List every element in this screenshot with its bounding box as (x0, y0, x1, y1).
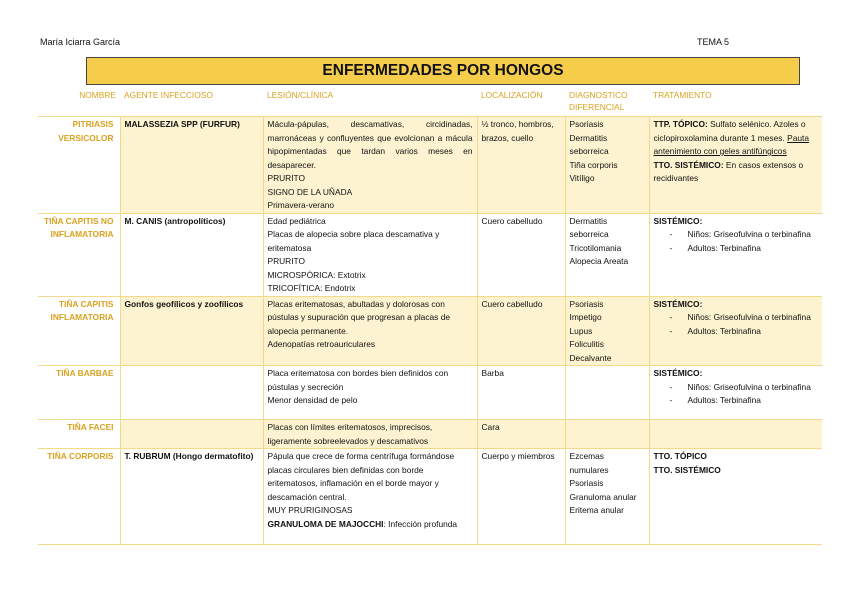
table-row (38, 449, 822, 545)
topic-label: TEMA 5 (697, 37, 730, 47)
location: Cuero cabelludo (477, 213, 565, 296)
location: Barba (477, 366, 565, 420)
differential-diagnosis: Ezcemas numulares Psoriasis Granuloma anular Eritema anular (565, 449, 649, 545)
fungal-diseases-table (38, 88, 822, 545)
treatment: TTO. TÓPICO TTO. SISTÉMICO (649, 449, 822, 545)
lesion-clinic: Placas con límites eritematosos, imprecisos, ligeramente sobreelevados y descamativos (263, 420, 477, 449)
lesion-clinic: Edad pediátrica Placas de alopecia sobre placa descamativa y eritematosa PRURITO MICROSPÓRICA: Extotrix TRICOFÍTICA: Endotrix (263, 213, 477, 296)
disease-name: TIÑA BARBAE (38, 366, 120, 420)
disease-name: PITRIASIS VERSICOLOR (38, 117, 120, 214)
column-header: TRATAMIENTO (649, 88, 822, 117)
disease-name: TIÑA CAPITIS INFLAMATORIA (38, 296, 120, 366)
lesion-clinic: Placas eritematosas, abultadas y dolorosas con pústulas y supuración que progresan a placas de alopecia permanente. Adenopatías retroauriculares (263, 296, 477, 366)
location: Cuerpo y miembros (477, 449, 565, 545)
disease-name: TIÑA CORPORIS (38, 449, 120, 545)
table-row (38, 213, 822, 296)
differential-diagnosis: Psoriasis Dermatitis seborreica Tiña corporis Vitíligo (565, 117, 649, 214)
infectious-agent: MALASSEZIA SPP (FURFUR) (120, 117, 263, 214)
author-name: María Iciarra García (40, 37, 121, 47)
treatment: SISTÉMICO: - Niños: Griseofulvina o terbinafina - Adultos: Terbinafina (649, 296, 822, 366)
infectious-agent (120, 420, 263, 449)
infectious-agent (120, 366, 263, 420)
table-header-row (38, 88, 822, 117)
table-row (38, 117, 822, 214)
infectious-agent: M. CANIS (antropolíticos) (120, 213, 263, 296)
lesion-clinic: Placa eritematosa con bordes bien definidos con pústulas y secreción Menor densidad de pelo (263, 366, 477, 420)
table-row (38, 366, 822, 420)
treatment (649, 420, 822, 449)
differential-diagnosis (565, 366, 649, 420)
page-title: ENFERMEDADES POR HONGOS (86, 57, 800, 85)
lesion-clinic: Mácula-pápulas, descamativas, circidinadas, marronáceas y confluyentes que evolcionan a mácula hipopimentadas que tardan varios meses en desaparecer. PRURITO SIGNO DE LA UÑADA Primavera-verano (263, 117, 477, 214)
treatment: SISTÉMICO: - Niños: Griseofulvina o terbinafina - Adultos: Terbinafina (649, 213, 822, 296)
location: ½ tronco, hombros, brazos, cuello (477, 117, 565, 214)
location: Cuero cabelludo (477, 296, 565, 366)
infectious-agent: T. RUBRUM (Hongo dermatofito) (120, 449, 263, 545)
location: Cara (477, 420, 565, 449)
disease-name: TIÑA CAPITIS NO INFLAMATORIA (38, 213, 120, 296)
table-row (38, 296, 822, 366)
lesion-clinic: Pápula que crece de forma centrífuga formándose placas circulares bien definidas con borde eritematosos, inflamación en el borde mayor y descamación central. MUY PRURIGINOSAS GRANULOMA DE MAJOCCHI: Infección profunda (263, 449, 477, 545)
column-header: LESIÓN/CLÍNICA (263, 88, 477, 117)
differential-diagnosis (565, 420, 649, 449)
treatment: SISTÉMICO: - Niños: Griseofulvina o terbinafina - Adultos: Terbinafina (649, 366, 822, 420)
disease-name: TIÑA FACEI (38, 420, 120, 449)
table-row (38, 420, 822, 449)
differential-diagnosis: Dermatitis seborreica Tricotilomania Alopecia Areata (565, 213, 649, 296)
infectious-agent: Gonfos geofílicos y zoofílicos (120, 296, 263, 366)
column-header: DIAGNOSTICO DIFERENCIAL (565, 88, 649, 117)
treatment: TTP. TÓPICO: Sulfato selénico. Azoles o ciclopiroxolamina durante 1 meses. Pauta antenimiento con geles antifúngicos TTO. SISTÉMICO: En casos extensos o recidivantes (649, 117, 822, 214)
column-header: LOCALIZACIÓN (477, 88, 565, 117)
column-header: NOMBRE (38, 88, 120, 117)
differential-diagnosis: Psoriasis Impetigo Lupus Foliculitis Decalvante (565, 296, 649, 366)
column-header: AGENTE INFECCIOSO (120, 88, 263, 117)
